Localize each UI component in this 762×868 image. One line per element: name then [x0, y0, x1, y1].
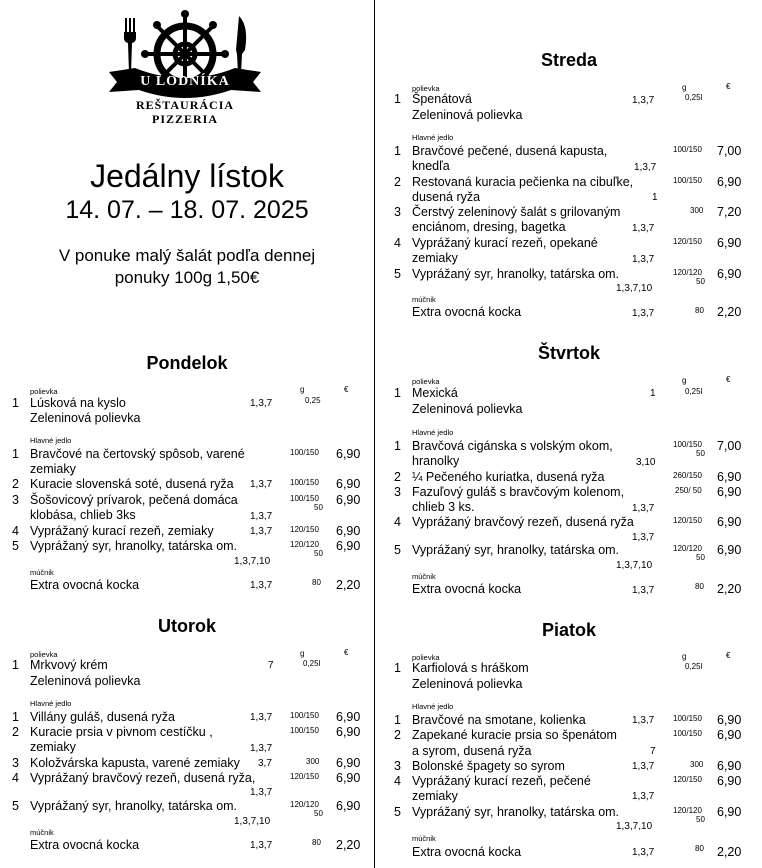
- main-number: 2: [12, 725, 19, 739]
- main-allergens: 7: [650, 746, 656, 757]
- price-header: €: [726, 82, 731, 91]
- main-weight-2: 50: [314, 549, 323, 558]
- soup-weight: 0,25l: [685, 387, 703, 396]
- dessert-price: 2,20: [717, 305, 742, 319]
- soup-name-2: Zeleninová polievka: [412, 402, 523, 416]
- dessert-price: 2,20: [717, 582, 742, 596]
- dessert-allergens: 1,3,7: [632, 847, 655, 858]
- weight-header: g: [300, 385, 305, 394]
- date-range: 14. 07. – 18. 07. 2025: [65, 196, 309, 224]
- main-dish: Kuracie prsia v pivnom cestíčku ,: [30, 725, 213, 739]
- dessert-label: múčnik: [412, 834, 436, 843]
- main-dish-line2: a syrom, dusená ryža: [412, 744, 532, 758]
- main-price: 6,90: [336, 799, 361, 813]
- dessert-label: múčnik: [30, 568, 54, 577]
- soup-label: polievka: [30, 650, 58, 659]
- main-dish-line2: dusená ryža: [412, 190, 481, 204]
- main-weight-2: 50: [696, 815, 705, 824]
- main-number: 3: [394, 205, 401, 219]
- main-weight-2: 50: [314, 809, 323, 818]
- main-number: 3: [394, 759, 401, 773]
- soup-weight: 0,25l: [303, 659, 321, 668]
- main-price: 6,90: [717, 774, 742, 788]
- main-allergens: 1,3,7: [632, 715, 655, 726]
- salad-note-line1: V ponuke malý šalát podľa dennej: [58, 246, 316, 265]
- soup-number: 1: [394, 386, 401, 400]
- main-dish: ¼ Pečeného kuriatka, dusená ryža: [412, 470, 605, 484]
- main-price: 6,90: [336, 771, 361, 785]
- main-weight: 260/150: [673, 471, 702, 480]
- main-label: Hlavné jedlo: [30, 699, 72, 708]
- main-dish: Zapekané kuracie prsia so špenátom: [412, 728, 617, 742]
- dessert-allergens: 1,3,7: [632, 585, 655, 596]
- main-weight: 100/150: [290, 494, 319, 503]
- price-header: €: [344, 385, 349, 394]
- main-allergens: 1,3,7,10: [234, 556, 271, 567]
- day-name: Štvrtok: [537, 343, 600, 363]
- soup-label: polievka: [412, 377, 440, 386]
- soup-number: 1: [394, 661, 401, 675]
- main-dish-line2: zemiaky: [412, 251, 458, 265]
- main-label: Hlavné jedlo: [412, 133, 454, 142]
- soup-name: Lúsková na kyslo: [30, 396, 126, 410]
- main-dish: Villány guláš, dusená ryža: [30, 710, 175, 724]
- main-price: 6,90: [336, 710, 361, 724]
- main-price: 6,90: [336, 477, 361, 491]
- main-dish: Vyprážaný kurací rezeň, opekané: [412, 236, 598, 250]
- main-number: 5: [394, 543, 401, 557]
- main-allergens: 1,3,7: [632, 503, 655, 514]
- main-price: 6,90: [717, 543, 742, 557]
- main-weight: 100/150: [290, 478, 319, 487]
- main-weight-2: 50: [696, 553, 705, 562]
- main-price: 7,00: [717, 439, 742, 453]
- page-title: Jedálny lístok: [90, 158, 284, 194]
- dessert-weight: 80: [695, 306, 704, 315]
- main-dish: Bravčové na smotane, kolienka: [412, 713, 586, 727]
- main-number: 1: [394, 713, 401, 727]
- weight-header: g: [682, 652, 687, 661]
- main-number: 2: [394, 728, 401, 742]
- dessert-label: múčnik: [30, 828, 54, 837]
- dessert-weight: 80: [312, 838, 321, 847]
- main-dish: Kuracie slovenská soté, dusená ryža: [30, 477, 234, 491]
- soup-number: 1: [394, 92, 401, 106]
- main-allergens: 1,3,7: [250, 712, 273, 723]
- dessert-name: Extra ovocná kocka: [30, 838, 140, 852]
- main-number: 1: [12, 710, 19, 724]
- main-allergens: 1,3,7,10: [234, 816, 271, 827]
- main-weight: 100/150: [673, 440, 702, 449]
- dessert-label: múčnik: [412, 295, 436, 304]
- main-allergens: 1,3,7: [250, 526, 273, 537]
- main-number: 1: [12, 447, 19, 461]
- dessert-name: Extra ovocná kocka: [30, 578, 140, 592]
- main-dish: Bravčová cigánska s volským okom,: [412, 439, 613, 453]
- main-weight-2: 50: [696, 449, 705, 458]
- soup-weight: 0,25l: [685, 93, 703, 102]
- main-dish: Čerstvý zeleninový šalát s grilovaným: [412, 205, 621, 219]
- main-price: 7,20: [717, 205, 742, 219]
- main-weight: 120/120: [673, 806, 702, 815]
- dessert-weight: 80: [695, 582, 704, 591]
- soup-label: polievka: [30, 387, 58, 396]
- soup-allergens: 1,3,7: [250, 398, 273, 409]
- main-dish: Bolonské špagety so syrom: [412, 759, 565, 773]
- main-allergens: 1,3,7: [250, 787, 273, 798]
- logo-line1: REŠTAURÁCIA: [135, 98, 235, 112]
- soup-number: 1: [12, 396, 19, 410]
- soup-label: polievka: [412, 653, 440, 662]
- main-number: 2: [394, 470, 401, 484]
- main-number: 2: [394, 175, 401, 189]
- main-allergens: 1,3,7: [632, 532, 655, 543]
- day-name: Piatok: [541, 620, 597, 640]
- main-dish: Bravčové na čertovský spôsob, varené: [30, 447, 245, 461]
- main-number: 4: [394, 236, 401, 250]
- main-weight: 120/150: [673, 516, 702, 525]
- price-header: €: [726, 651, 731, 660]
- main-price: 6,90: [336, 524, 361, 538]
- main-number: 5: [394, 267, 401, 281]
- main-dish-line2: zemiaky: [30, 462, 76, 476]
- main-weight: 120/120: [673, 268, 702, 277]
- main-allergens: 1,3,7: [632, 791, 655, 802]
- logo-line2: PIZZERIA: [151, 112, 218, 126]
- main-allergens: 1,3,7,10: [616, 821, 653, 832]
- main-weight: 120/120: [673, 544, 702, 553]
- main-dish: Bravčové pečené, dusená kapusta,: [412, 144, 608, 158]
- salad-note-line2: ponuky 100g 1,50€: [114, 268, 260, 287]
- main-allergens: 1,3,7: [632, 761, 655, 772]
- main-weight: 100/150: [673, 729, 702, 738]
- main-label: Hlavné jedlo: [30, 436, 72, 445]
- main-dish: Vyprážaný syr, hranolky, tatárska om.: [412, 805, 620, 819]
- main-weight: 100/150: [290, 726, 319, 735]
- main-price: 6,90: [717, 515, 742, 529]
- main-number: 3: [394, 485, 401, 499]
- soup-allergens: 7: [268, 660, 274, 671]
- main-price: 7,00: [717, 144, 742, 158]
- main-price: 6,90: [717, 175, 742, 189]
- soup-number: 1: [12, 658, 19, 672]
- main-price: 6,90: [717, 485, 742, 499]
- dessert-weight: 80: [312, 578, 321, 587]
- dessert-label: múčnik: [412, 572, 436, 581]
- main-allergens: 1,3,7: [250, 743, 273, 754]
- main-dish: Vyprážaný syr, hranolky, tatárska om.: [30, 799, 238, 813]
- main-weight: 250/ 50: [675, 486, 702, 495]
- main-dish: Vyprážaný kurací rezeň, pečené: [412, 774, 591, 788]
- main-allergens: 1,3,7: [632, 254, 655, 265]
- main-weight: 100/150: [290, 711, 319, 720]
- main-number: 5: [12, 799, 19, 813]
- main-number: 1: [394, 439, 401, 453]
- dessert-price: 2,20: [717, 845, 742, 859]
- soup-name-2: Zeleninová polievka: [412, 677, 523, 691]
- main-weight: 120/120: [290, 800, 319, 809]
- main-allergens: 3,7: [258, 758, 272, 769]
- dessert-price: 2,20: [336, 838, 361, 852]
- day-name: Pondelok: [146, 353, 228, 373]
- dessert-allergens: 1,3,7: [632, 308, 655, 319]
- main-weight-2: 50: [696, 277, 705, 286]
- main-label: Hlavné jedlo: [412, 428, 454, 437]
- main-weight: 300: [690, 760, 704, 769]
- main-price: 6,90: [717, 267, 742, 281]
- weight-header: g: [682, 83, 687, 92]
- main-allergens: 1,3,7: [250, 479, 273, 490]
- main-allergens: 1,3,7,10: [616, 560, 653, 571]
- main-dish: Vyprážaný syr, hranolky, tatárska om.: [30, 539, 238, 553]
- main-price: 6,90: [336, 725, 361, 739]
- main-dish-line2: klobása, chlieb 3ks: [30, 508, 136, 522]
- main-price: 6,90: [717, 470, 742, 484]
- soup-name-2: Zeleninová polievka: [412, 108, 523, 122]
- main-dish: Vyprážaný syr, hranolky, tatárska om.: [412, 543, 620, 557]
- soup-allergens: 1,3,7: [632, 95, 655, 106]
- dessert-weight: 80: [695, 844, 704, 853]
- main-number: 5: [12, 539, 19, 553]
- price-header: €: [344, 648, 349, 657]
- main-weight: 120/150: [290, 772, 319, 781]
- main-number: 3: [12, 493, 19, 507]
- soup-weight: 0,25l: [685, 662, 703, 671]
- main-weight: 300: [690, 206, 704, 215]
- main-weight: 120/150: [290, 525, 319, 534]
- main-weight: 100/150: [290, 448, 319, 457]
- day-name: Utorok: [158, 616, 216, 636]
- main-dish-line2: zemiaky: [412, 789, 458, 803]
- main-price: 6,90: [717, 805, 742, 819]
- main-allergens: 3,10: [636, 457, 656, 468]
- dessert-name: Extra ovocná kocka: [412, 845, 522, 859]
- soup-allergens: 1: [650, 388, 656, 399]
- main-allergens: 1,3,7: [250, 511, 273, 522]
- main-weight: 300: [306, 757, 320, 766]
- main-number: 4: [12, 771, 19, 785]
- dessert-price: 2,20: [336, 578, 361, 592]
- main-weight: 120/150: [673, 775, 702, 784]
- main-dish: Restovaná kuracia pečienka na cibuľke,: [412, 175, 634, 189]
- weight-header: g: [300, 649, 305, 658]
- main-weight: 100/150: [673, 145, 702, 154]
- soup-name: Špenátová: [412, 92, 472, 106]
- main-dish-line2: zemiaky: [30, 740, 76, 754]
- main-dish: Vyprážaný bravčový rezeň, dusená ryža,: [30, 771, 256, 785]
- main-price: 6,90: [717, 236, 742, 250]
- soup-name-2: Zeleninová polievka: [30, 411, 141, 425]
- main-weight: 120/150: [673, 237, 702, 246]
- main-dish-line2: enciánom, dresing, bagetka: [412, 220, 566, 234]
- soup-name-2: Zeleninová polievka: [30, 674, 141, 688]
- main-number: 3: [12, 756, 19, 770]
- main-number: 4: [394, 774, 401, 788]
- main-label: Hlavné jedlo: [412, 702, 454, 711]
- main-price: 6,90: [336, 539, 361, 553]
- main-allergens: 1,3,7: [632, 223, 655, 234]
- main-weight: 100/150: [673, 176, 702, 185]
- main-dish: Šošovicový prívarok, pečená domáca: [30, 493, 238, 507]
- dessert-name: Extra ovocná kocka: [412, 305, 522, 319]
- main-price: 6,90: [336, 756, 361, 770]
- main-price: 6,90: [717, 713, 742, 727]
- soup-weight: 0,25: [305, 396, 321, 405]
- logo-name: U LODNÍKA: [140, 74, 230, 89]
- main-dish: Fazuľový guláš s bravčovým kolenom,: [412, 485, 625, 499]
- main-dish-line2: chlieb 3 ks.: [412, 500, 475, 514]
- dessert-allergens: 1,3,7: [250, 580, 273, 591]
- soup-name: Mrkvový krém: [30, 658, 108, 672]
- main-weight: 120/120: [290, 540, 319, 549]
- main-price: 6,90: [717, 728, 742, 742]
- dessert-name: Extra ovocná kocka: [412, 582, 522, 596]
- soup-name: Mexická: [412, 386, 458, 400]
- main-allergens: 1: [652, 192, 658, 203]
- main-price: 6,90: [336, 493, 361, 507]
- main-dish: Vyprážaný syr, hranolky, tatárska om.: [412, 267, 620, 281]
- main-dish-line2: hranolky: [412, 454, 460, 468]
- main-number: 2: [12, 477, 19, 491]
- main-number: 4: [12, 524, 19, 538]
- main-number: 4: [394, 515, 401, 529]
- main-weight: 100/150: [673, 714, 702, 723]
- main-allergens: 1,3,7,10: [616, 283, 653, 294]
- price-header: €: [726, 375, 731, 384]
- dessert-allergens: 1,3,7: [250, 840, 273, 851]
- main-price: 6,90: [336, 447, 361, 461]
- main-price: 6,90: [717, 759, 742, 773]
- main-number: 5: [394, 805, 401, 819]
- main-dish: Vyprážaný bravčový rezeň, dusená ryža: [412, 515, 634, 529]
- weight-header: g: [682, 376, 687, 385]
- main-dish-line2: knedľa: [412, 159, 450, 173]
- soup-name: Karfiolová s hráškom: [412, 661, 529, 675]
- main-weight-2: 50: [314, 503, 323, 512]
- soup-label: polievka: [412, 84, 440, 93]
- main-dish: Vyprážaný kurací rezeň, zemiaky: [30, 524, 214, 538]
- main-number: 1: [394, 144, 401, 158]
- day-name: Streda: [540, 50, 598, 70]
- main-allergens: 1,3,7: [634, 162, 657, 173]
- main-dish: Koložvárska kapusta, varené zemiaky: [30, 756, 240, 770]
